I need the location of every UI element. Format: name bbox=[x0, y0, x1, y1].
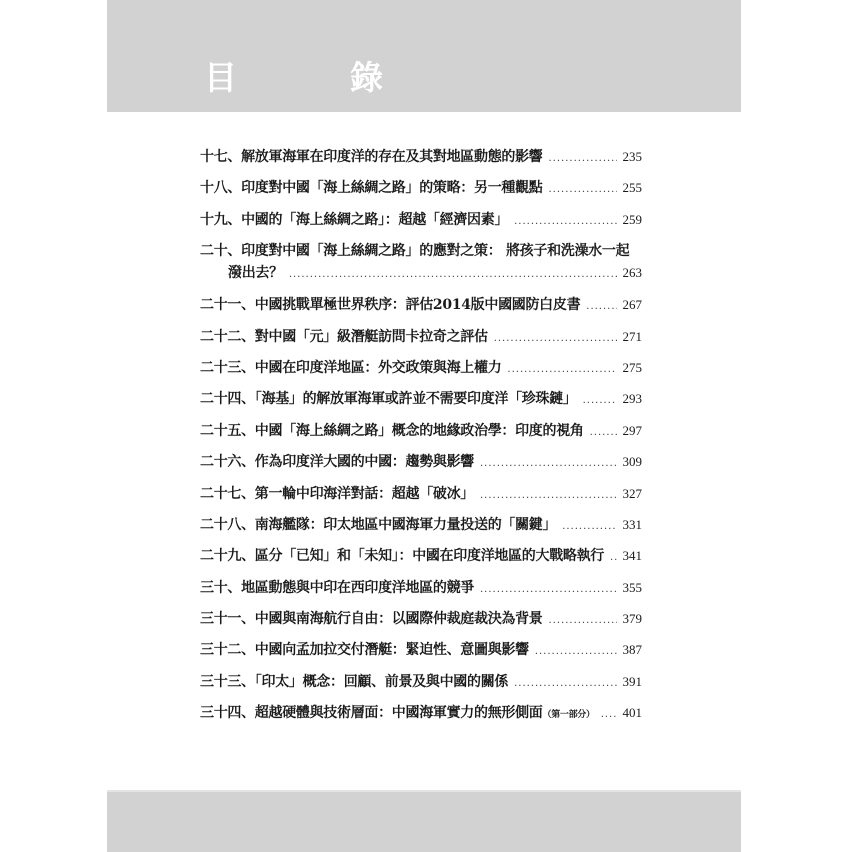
toc-entry-page: 355 bbox=[622, 579, 642, 595]
toc-entry-page: 331 bbox=[622, 516, 642, 532]
toc-entry-page: 255 bbox=[622, 180, 642, 196]
dot-leader bbox=[535, 641, 617, 663]
dot-leader bbox=[562, 516, 616, 538]
toc-entry-page: 271 bbox=[622, 328, 642, 344]
toc-entry[interactable] bbox=[200, 388, 642, 419]
toc-entry-page: 297 bbox=[622, 422, 642, 438]
toc-entry-label: 三十三、「印太」概念：回顧、前景及與中國的關係 bbox=[200, 673, 509, 690]
toc-entry-label: 三十一、中國與南海航行自由：以國際仲裁庭裁決為背景 bbox=[200, 611, 543, 628]
toc-entry-label: 二十四、「海基」的解放軍海軍或許並不需要印度洋「珍珠鏈」 bbox=[200, 391, 577, 408]
dot-leader bbox=[549, 610, 617, 632]
toc-entry-page: 259 bbox=[622, 211, 642, 227]
toc-entry-label bbox=[200, 702, 595, 726]
footer-band bbox=[107, 790, 741, 852]
toc-entry-page: 293 bbox=[622, 391, 642, 407]
toc-entry-page: 401 bbox=[622, 705, 642, 721]
toc-entry-page: 341 bbox=[622, 548, 642, 564]
toc-entry-label: 二十八、南海艦隊：印太地區中國海軍力量投送的「關鍵」 bbox=[200, 516, 557, 533]
dot-leader bbox=[590, 422, 617, 444]
toc-entry-label-line1: 二十、印度對中國「海上絲綢之路」的應對之策： 將孩子和洗澡水一起 bbox=[200, 243, 630, 260]
dot-leader bbox=[480, 579, 617, 601]
dot-leader bbox=[514, 211, 616, 233]
toc-entry-label: 十九、中國的「海上絲綢之路」：超越「經濟因素」 bbox=[200, 211, 509, 228]
toc-entry[interactable] bbox=[200, 209, 642, 240]
dot-leader bbox=[601, 704, 617, 726]
toc-entry-label: 三十二、中國向孟加拉交付潛艇：緊迫性、意圖與影響 bbox=[200, 642, 529, 659]
toc-entry[interactable] bbox=[200, 577, 642, 608]
toc-entry-page: 275 bbox=[622, 359, 642, 375]
dot-leader bbox=[514, 673, 616, 695]
header-band bbox=[107, 0, 741, 112]
toc-entry[interactable] bbox=[200, 514, 642, 545]
dot-leader bbox=[549, 179, 617, 201]
toc-entry-page: 391 bbox=[622, 673, 642, 689]
dot-leader bbox=[480, 453, 617, 475]
toc-entry-label-main: 三十四、超越硬體與技術層面：中國海軍實力的無形側面 bbox=[200, 705, 543, 722]
toc-entry-label: 二十六、作為印度洋大國的中國：趨勢與影響 bbox=[200, 454, 474, 471]
page-title: 目 錄 bbox=[204, 58, 423, 97]
toc-entry-label: 二十三、中國在印度洋地區：外交政策與海上權力 bbox=[200, 359, 502, 376]
toc-entry[interactable] bbox=[200, 639, 642, 670]
toc-entry-page: 267 bbox=[622, 297, 642, 313]
toc-entry-page: 263 bbox=[622, 265, 642, 281]
dot-leader bbox=[586, 296, 616, 318]
toc-entry[interactable] bbox=[200, 671, 642, 702]
toc-entry[interactable] bbox=[200, 702, 642, 733]
toc-entry[interactable] bbox=[200, 240, 642, 286]
toc-entry[interactable] bbox=[200, 357, 642, 388]
toc-entry-page: 379 bbox=[622, 611, 642, 627]
toc-entry-page: 309 bbox=[622, 454, 642, 470]
dot-leader bbox=[610, 547, 617, 569]
toc-entry[interactable] bbox=[200, 326, 642, 357]
dot-leader bbox=[507, 359, 616, 381]
toc-entry-page: 235 bbox=[622, 149, 642, 164]
toc-entry[interactable] bbox=[200, 420, 642, 451]
toc-entry[interactable] bbox=[200, 146, 642, 177]
toc-entry-label: 十八、印度對中國「海上絲綢之路」的策略：另一種觀點 bbox=[200, 180, 543, 197]
toc-entry-label: 二十二、對中國「元」級潛艇訪問卡拉奇之評估 bbox=[200, 328, 488, 345]
dot-leader bbox=[494, 328, 617, 350]
toc-entry-label: 二十七、第一輪中印海洋對話：超越「破冰」 bbox=[200, 485, 474, 502]
toc-entry[interactable] bbox=[200, 608, 642, 639]
toc-entry-label: 二十一、中國挑戰單極世界秩序：評估2014版中國國防白皮書 bbox=[200, 297, 581, 314]
dot-leader bbox=[289, 264, 617, 286]
toc-entry-page: 387 bbox=[622, 642, 642, 658]
toc-entry-label: 三十、地區動態與中印在西印度洋地區的競爭 bbox=[200, 579, 474, 596]
toc-entry[interactable] bbox=[200, 545, 642, 576]
toc-entry[interactable] bbox=[200, 177, 642, 208]
toc-entry-label: 十七、解放軍海軍在印度洋的存在及其對地區動態的影響 bbox=[200, 149, 543, 165]
toc-entry-label-note: （第一部分） bbox=[542, 710, 595, 721]
toc-entry-label-line2: 潑出去？ bbox=[228, 265, 283, 282]
toc-entry[interactable] bbox=[200, 294, 642, 325]
table-of-contents bbox=[200, 146, 642, 734]
dot-leader bbox=[549, 148, 617, 170]
toc-entry-label: 二十九、區分「已知」和「未知」：中國在印度洋地區的大戰略執行 bbox=[200, 548, 604, 565]
toc-entry[interactable] bbox=[200, 451, 642, 482]
dot-leader bbox=[480, 485, 617, 507]
dot-leader bbox=[583, 390, 617, 412]
toc-entry-label: 二十五、中國「海上絲綢之路」概念的地緣政治學：印度的視角 bbox=[200, 422, 584, 439]
toc-entry[interactable] bbox=[200, 483, 642, 514]
toc-entry-page: 327 bbox=[622, 485, 642, 501]
